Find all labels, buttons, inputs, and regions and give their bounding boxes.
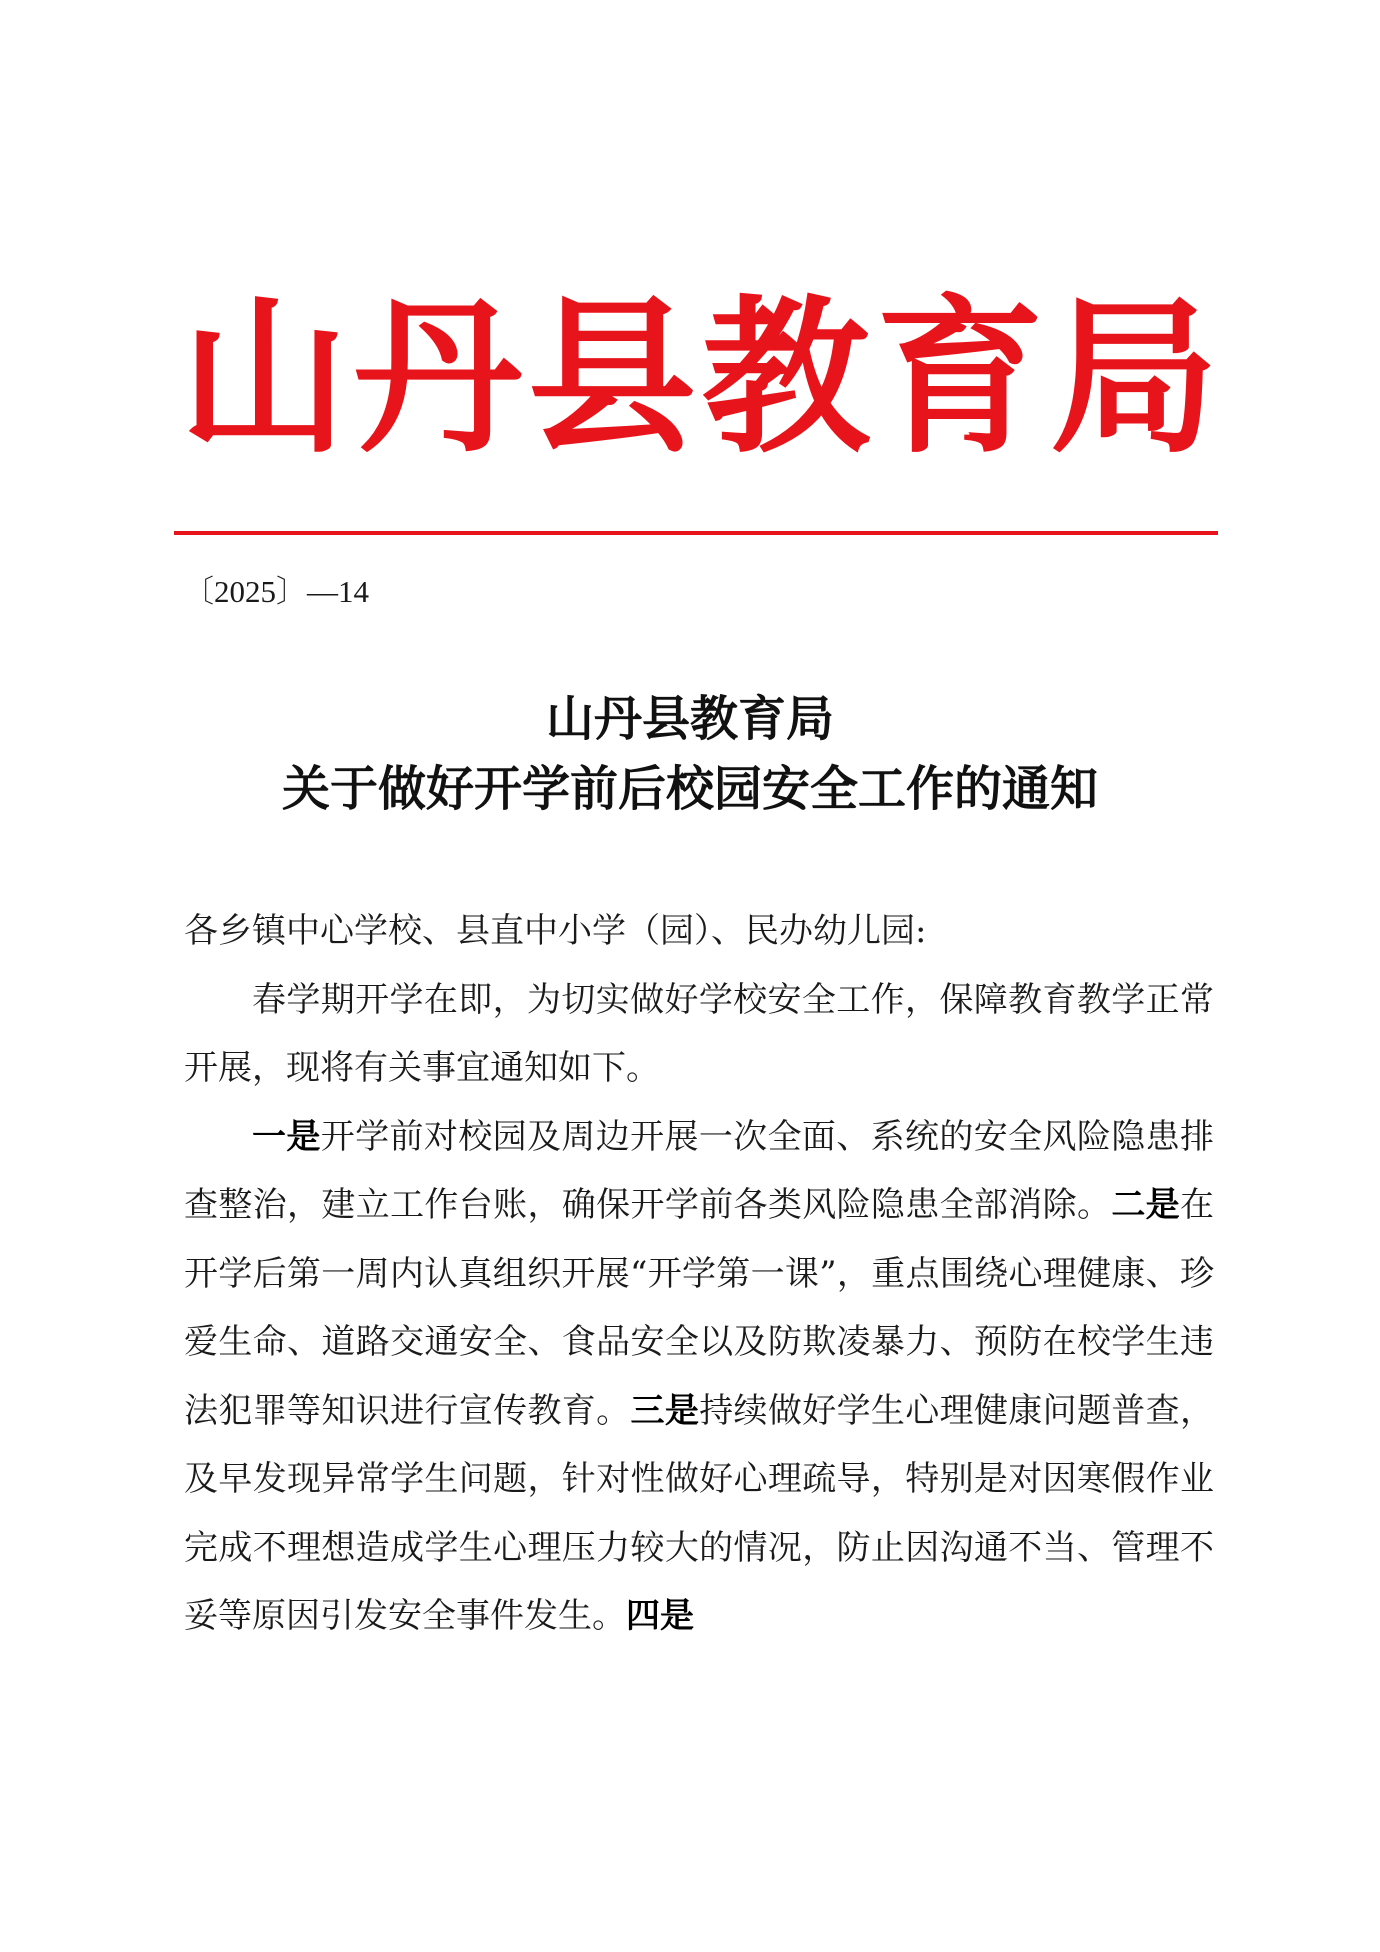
point-1-text: 开学前对校园及周边开展一次全面、系统的安全风险隐患排查整治，建立工作台账，确保开学前各类风险隐患全部消除。 (184, 1116, 1215, 1225)
point-1-label: 一是 (252, 1116, 321, 1157)
point-2-text: 在开学后第一周内认真组织开展“开学第一课”，重点围绕心理健康、珍爱生命、道路交通安全、食品安全以及防欺凌暴力、预防在校学生违法犯罪等知识进行宣传教育。 (184, 1185, 1215, 1431)
document-number: 〔2025〕—14 (183, 574, 369, 609)
points-paragraph (184, 1103, 1214, 1651)
salutation: 各乡镇中心学校、县直中小学（园）、民办幼儿园: (184, 911, 927, 951)
point-2-label: 二是 (1111, 1185, 1181, 1225)
masthead-title: 山丹县教育局 (180, 278, 1224, 476)
point-3-label: 三是 (630, 1390, 700, 1431)
document-body (184, 897, 1214, 1651)
red-divider-line (174, 531, 1218, 535)
intro-paragraph: 春学期开学在即，为切实做好学校安全工作，保障教育教学正常开展，现将有关事宜通知如下。 (184, 979, 1214, 1088)
point-4-label: 四是 (626, 1596, 694, 1636)
point-3-text: 持续做好学生心理健康问题普查，及早发现异常学生问题，针对性做好心理疏导，特别是对因寒假作业完成不理想造成学生心理压力较大的情况，防止因沟通不当、管理不妥等原因引发安全事件发生。 (184, 1390, 1215, 1636)
document-title-line-2: 关于做好开学前后校园安全工作的通知 (281, 761, 1098, 817)
document-title-line-1: 山丹县教育局 (545, 691, 834, 747)
